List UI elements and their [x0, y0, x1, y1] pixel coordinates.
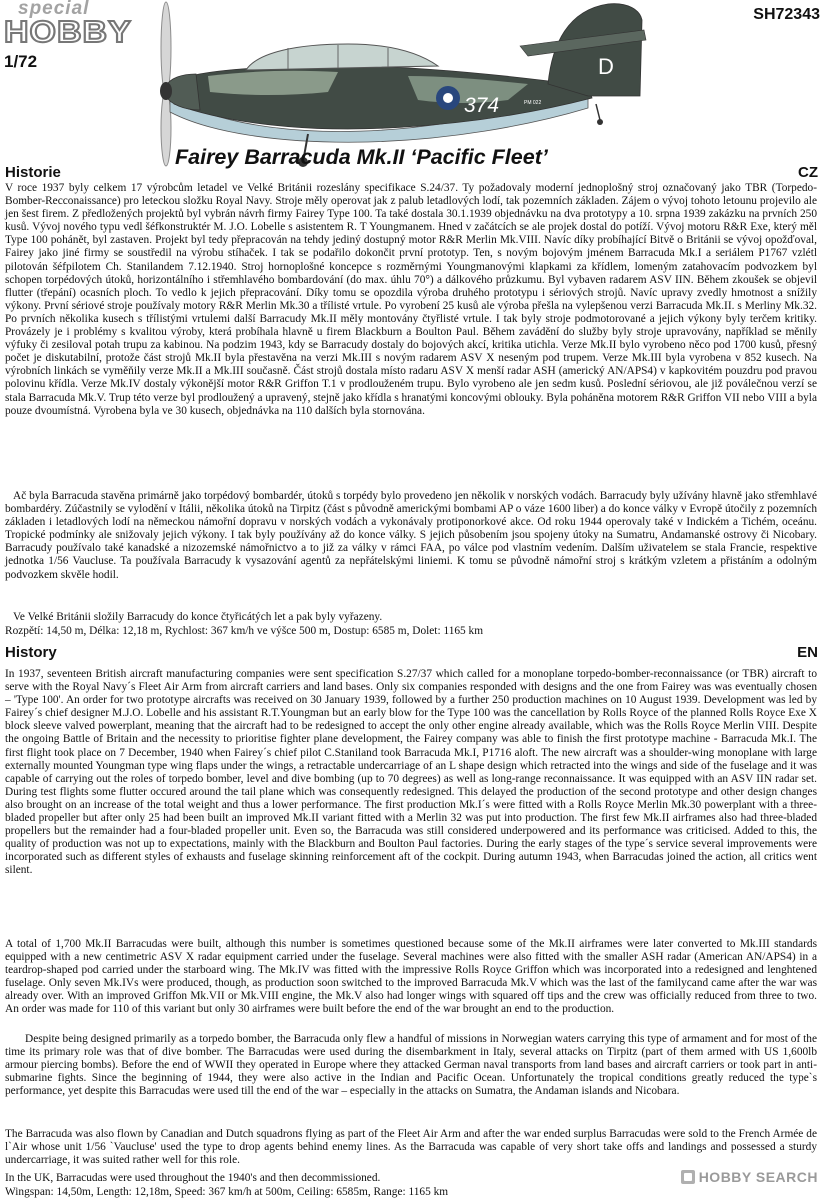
hobby-search-watermark	[681, 1169, 818, 1185]
en-paragraph-2: A total of 1,700 Mk.II Barracudas were built, although this number is sometimes questioned because some of the Mk.II airframes were later converted to Mk.III standards equipped with a new centimetric ASV X radar equipment carried under the fuselage. Several machines were also fitted with the smaller ASH radar (American AN/APS4) in a teardrop-shaped pod carried under the starboard wing. The Mk.IV was fitted with the impressive Rolls Royce Griffon which was incorporated into a redesigned and lenghtened fuselage. Only seven Mk.IVs were produced, though, as production soon switched to the improved Barracuda Mk.V which was the last of the familycand came after the war was already over. With an improved Griffon Mk.VII or Mk.VIII engine, the Mk.V also had longer wings with squared off tips and the crew was officially reduced from three to two. An order was made for 110 of this variant but only 30 airframes were built before the end of the war brought an end to the production.	[5, 938, 817, 1016]
en-paragraph-3: Despite being designed primarily as a torpedo bomber, the Barracuda only flew a handful of missions in Norwegian waters carrying this type of armament and for most of the time its primary role was that of dive bomber. The Barracudas were used during the disembarkment in Italy, several attacks on Tirpitz (part of them armed with US 1,600lb armour piercing bombs). Before the end of WWII they operated in Europe where they attacked German naval transports from land bases and aircraft carriers or took part in anti-submarine fights. Since the beginning of 1944, they were also active in the Indian and Pacific Ocean. Unfortunately the tropical conditions greatly reduced the type`s performance, yet despite this Barracudas were used till the end of the war – especially in the attacks on Sumatra, the Andaman islands and Nicobara.	[5, 1033, 817, 1098]
scale-label: 1/72	[4, 52, 38, 71]
aircraft-illustration	[148, 0, 648, 168]
serial-number: 374	[464, 94, 500, 117]
cz-section-heading: Historie	[5, 164, 61, 181]
en-section-heading: History	[5, 644, 57, 661]
page-title: Fairey Barracuda Mk.II ‘Pacific Fleet’	[175, 145, 548, 169]
logo-hobby-text: HOBBY	[4, 15, 132, 50]
logo-special-text: special	[18, 0, 90, 19]
watermark-text: HOBBY SEARCH	[698, 1169, 818, 1185]
hobby-search-logo-icon	[681, 1170, 695, 1184]
small-serial: PM 022	[524, 100, 542, 106]
en-paragraph-5: In the UK, Barracudas were used throughout the 1940's and then decommissioned.	[5, 1172, 381, 1184]
en-paragraph-4: The Barracuda was also flown by Canadian and Dutch squadrons flying as part of the Fleet Air Arm and after the war ended surplus Barracudas were sold to the French Armée de l`Air whose unit 1/56 `Vaucluse' used the type to drop agents behind enemy lines. As the Barracuda was capable of very short take offs and landings and possessed a sturdy undercarriage, it was suited rather well for this role.	[5, 1128, 817, 1167]
en-paragraph-1: In 1937, seventeen British aircraft manufacturing companies were sent specification S.27/37 which called for a monoplane torpedo-bomber-reconnaissance (or TBR) aircraft to serve with the Royal Navy´s Fleet Air Arm from aircraft carriers and land bases. Only six companies responded with designs and the one from Fairey was was eventually chosen – 'Type 100'. An order for two prototype aircrafts was received on 30 January 1939, followed by a further 250 production machines on 10 August 1939. Development was led by Fairey´s chief designer M.J.O. Lobelle and his assistant R.T.Youngman but an early blow for the Type 100 was the cancellation by Rolls Royce of the planned Rolls Royce Exe X block sleeve valved powerplant, meaning that the aircraft had to be redesigned to accept the only other engine already available, which was the Rolls Royce Merlin VIII. Despite the ongoing Battle of Britain and the necessity to prioritise fighter plane development, the Fairey company was able to finish the first prototype machine - Barracuda Mk.I. The first flight took place on 7 December, 1940 when Fairey´s chief pilot C.Staniland took Barracuda Mk.I, P1716 aloft. The new aircraft was a shoulder-wing monoplane with large externally mounted Youngman type wing flaps under the wings, a retractable undercarriage of an L shape design which retracted into the wings and side of the fuselage and it was capable of carrying out the roles of torpedo bomber, level and dive bombing (up to 70 degrees) as well as long-range reconnaissance. It was equipped with an ASV IIN radar set. During test flights some flutter occured around the tail plane which was consequently redesigned. This delayed the production of the second prototype and other design changes also brought on an increase of the total weight and thus a lower performance. The first production Mk.I´s were fitted with a Rolls Royce Merlin Mk.30 powerplant with a three-bladed propeller but after only 25 had been built an improved Mk.II variant fitted with a Merlin 32 was put into production. The first few Mk.II airframes also had three-bladed propellers but the remainder had a four-bladed propeller unit. Even so, the Barracuda was still considered underpowered and its performance was criticised. Added to this, the quality of production was not up to expectations, mainly with the Blackburn and Boulton Paul factories. During the early stages of the type´s service several improvements were incorporated such as different styles of exhausts and fuselage skinning reinforcement aft of the cockpit. During autumn 1943, when Barracudas joined the action, all critics went silent.	[5, 668, 817, 877]
en-specifications: Wingspan: 14,50m, Length: 12,18m, Speed: 367 km/h at 500m, Ceiling: 6585m, Range: 1165 km	[5, 1186, 449, 1198]
cz-paragraph-2: Ač byla Barracuda stavěna primárně jako torpédový bombardér, útoků s torpédy bylo provedeno jen několik v norských vodách. Barracudy byly užívány hlavně jako střemhlavé bombardéry. Zúčastnily se vylodění v Itálii, několika útoků na Tirpitz (část s původně americkými bombami AP o váze 1600 liber) a do konce války v Evropě útočily z pozemních základen i letadlových lodí na německou námořní dopravu v norských vodách a vykonávaly protiponorkové akce. Od roku 1944 operovaly také v Indickém a Tichém, oceánu. Tropické podmínky ale snižovaly jejich výkony. I tak byly používány až do konce války. S jejich působením jsou spojeny útoky na Sumatru, Andamanské ostrovy či Nicobary. Barracudy používalo také kanadské a nizozemské námořnictvo a to již za války v rámci FAA, po válce pod vlastním vedením. Dalším uživatelem se stala Francie, respektive jednotka 1/56 Vaucluse. Ta používala Barracudy k vysazování agentů za nepřátelskými liniemi. K tomu se původně námořní stroj s krátkým vzletem a přistáním a odolným podvozkem skvěle hodil.	[5, 490, 817, 581]
roundel	[436, 86, 460, 110]
special-hobby-logo	[4, 2, 134, 52]
kit-number: SH72343	[753, 6, 820, 23]
cz-paragraph-3: Ve Velké Británii složily Barracudy do konce čtyřicátých let a pak byly vyřazeny.	[13, 611, 383, 623]
cz-paragraph-1: V roce 1937 byly celkem 17 výrobcům letadel ve Velké Británii rozeslány specifikace S.24/37. Ty požadovaly moderní jednoplošný stroj označovaný jako TBR (Torpedo-Bomber-Recconaissance) pro leteckou složku Royal Navy. Stroje měly operovat jak z palub letadlových lodí, tak pozemních základen. Zájem o vývoj tohoto letounu projevilo ale jen šest firem. Z předložených projektů byl vybrán návrh firmy Fairey Type 100. Ta také dostala 30.1.1939 objednávku na dva prototypy a 10. srpna 1939 zakázku na prvních 250 kusů. Vývoj nového typu vedl šéfkonstruktér M. J.O. Lobelle s asistentem R. T Youngmanem. Hned v začátcích se ale projek dostal do potíží. Vývoj motoru R&R Exe, který měl Type 100 pohánět, byl zastaven. Projekt byl tedy přepracován na tehdy jediný dostupný motor R&R Merlin Mk.VIII. Navíc díky probíhající Bitvě o Británii se vývoj opožďoval, Fairey jako jiné firmy se soustředil na výrobu stíhaček. I tak se podařilo dokončit první prototyp. Ten, s novým bojovým jménem Barracuda Mk.I a seriálem P1767 vzlétl pilotován šéfpilotem Ch. Stanilandem 7.12.1940. Stroj hornoplošné koncepce s rozměrnými Youngmanovými klapkami za křídlem, lomeným zatahovacím podvozkem byl schopen torpédových útoků, horizontálního i střemhlavého bombardování (do max. úhlu 70°) a dálkového průzkumu. Byl vybaven radarem ASV IIN. Během zkoušek se objevil flutter (třepání) ocasních ploch. To vedlo k jejich přepracování. Díky tomu se opozdila výroba druhého prototypu i sériových strojů. Navíc upravy zvedly hmotnost a snížily výkony. První sériové stroje používaly motory R&R Merlin Mk.30 a třílisté vrtule. Po vyrobení 25 kusů ale výroba přešla na vylepšenou verzi Barracuda Mk.II. s Merliny Mk.32. Po prvních několika kusech s třílistými vrtulemi další Barracudy Mk.II měly montovány čtyřlisté vrtule. I tak byly stroje podmotorované a jejich výkony byly terčem kritiky. Provázely je i problémy s kvalitou výroby, která probíhala hlavně u firem Blackburn a Boulton Paul. Během zavádění do služby byly stroje upravovány, například se měnily výfuky či zesiloval potah trupu za kabinou. Na podzim 1943, kdy se Barracudy dostaly do bojových akcí, kritika utichla. Verze Mk.II bylo vyrobeno něco pod 1700 kusů, přesný počet je diskutabilní, protože část strojů Mk.II byla přestavěna na verzi Mk.III s novým radarem ASV X neseným pod trupem. Verze Mk.III byla vyrobena v 852 kusech. Na výrobních linkách se vyměňily verze Mk.II a Mk.III současně. Část strojů dostala místo radaru ASV X menší radar ASH (americký AN/APS4) v kapkovitém pouzdru pod pravou polovinu křídla. Verze Mk.IV dostaly výkonější motor R&R Griffon T.1 v prodlouženém trupu. Bylo vyrobeno ale jen sedm kusů. Poslední sériovou, ale již poválečnou verzí se stala Barracuda Mk.V. Trup této verze byl prodloužený a upravený, stejně jako křídla s hranatými koncovými oblouky. Byla poháněna motorem R&R Griffon VII nebo VIII a byla pouze dvoumístná. Vyrobena byla ve 30 kusech, objednávka na 110 dalších byla stornována.	[5, 182, 817, 417]
en-language-tag: EN	[797, 644, 818, 661]
cz-language-tag: CZ	[798, 164, 818, 181]
fin-letter: D	[598, 54, 614, 79]
cz-specifications: Rozpětí: 14,50 m, Délka: 12,18 m, Rychlost: 367 km/h ve výšce 500 m, Dostup: 6585 m, Dolet: 1165 km	[5, 625, 484, 637]
